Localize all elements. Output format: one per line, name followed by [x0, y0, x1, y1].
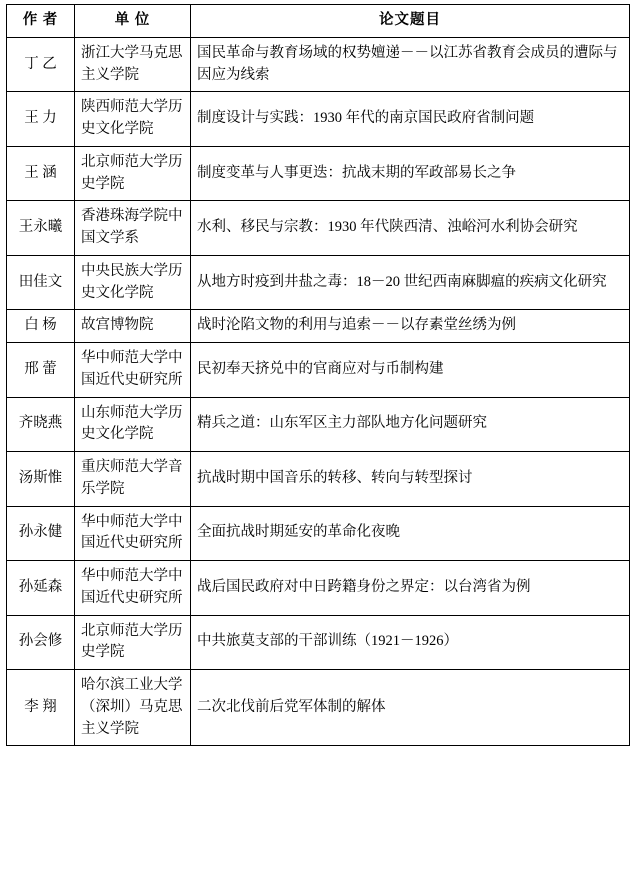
- cell-title: 战后国民政府对中日跨籍身份之界定：以台湾省为例: [191, 561, 630, 616]
- table-row: [7, 310, 630, 343]
- table-row: [7, 37, 630, 92]
- paper-submission-table: [6, 4, 630, 746]
- table-row: [7, 146, 630, 201]
- cell-unit: 华中师范大学中国近代史研究所: [75, 506, 191, 561]
- cell-unit: 重庆师范大学音乐学院: [75, 452, 191, 507]
- cell-title: 精兵之道：山东军区主力部队地方化问题研究: [191, 397, 630, 452]
- table-row: [7, 670, 630, 746]
- cell-unit: 北京师范大学历史学院: [75, 615, 191, 670]
- column-header-unit: 单 位: [75, 5, 191, 38]
- table-row: [7, 201, 630, 256]
- cell-unit: 中央民族大学历史文化学院: [75, 255, 191, 310]
- cell-author: 齐晓燕: [7, 397, 75, 452]
- cell-author: 孙永健: [7, 506, 75, 561]
- cell-unit: 华中师范大学中国近代史研究所: [75, 561, 191, 616]
- table-row: [7, 452, 630, 507]
- table-header: [7, 5, 630, 38]
- cell-author: 汤斯惟: [7, 452, 75, 507]
- cell-author: 孙会修: [7, 615, 75, 670]
- cell-unit: 北京师范大学历史学院: [75, 146, 191, 201]
- table-row: [7, 506, 630, 561]
- cell-unit: 华中师范大学中国近代史研究所: [75, 343, 191, 398]
- table-row: [7, 92, 630, 147]
- cell-author: 李 翔: [7, 670, 75, 746]
- cell-unit: 山东师范大学历史文化学院: [75, 397, 191, 452]
- table-row: [7, 343, 630, 398]
- cell-title: 制度变革与人事更迭：抗战末期的军政部易长之争: [191, 146, 630, 201]
- cell-title: 中共旅莫支部的干部训练（1921－1926）: [191, 615, 630, 670]
- cell-title: 制度设计与实践：1930 年代的南京国民政府省制问题: [191, 92, 630, 147]
- table-body: [7, 37, 630, 746]
- cell-unit: 故宫博物院: [75, 310, 191, 343]
- cell-unit: 哈尔滨工业大学（深圳）马克思主义学院: [75, 670, 191, 746]
- cell-author: 田佳文: [7, 255, 75, 310]
- cell-title: 水利、移民与宗教：1930 年代陕西清、浊峪河水利协会研究: [191, 201, 630, 256]
- cell-author: 孙延森: [7, 561, 75, 616]
- table-row: [7, 255, 630, 310]
- cell-author: 白 杨: [7, 310, 75, 343]
- column-header-title: 论文题目: [191, 5, 630, 38]
- cell-title: 民初奉天挤兑中的官商应对与币制构建: [191, 343, 630, 398]
- cell-author: 丁 乙: [7, 37, 75, 92]
- cell-author: 王 涵: [7, 146, 75, 201]
- table-row: [7, 561, 630, 616]
- header-row: [7, 5, 630, 38]
- column-header-author: 作 者: [7, 5, 75, 38]
- cell-unit: 香港珠海学院中国文学系: [75, 201, 191, 256]
- cell-title: 国民革命与教育场域的权势嬗递－－以江苏省教育会成员的遭际与因应为线索: [191, 37, 630, 92]
- cell-title: 战时沦陷文物的利用与追索－－以存素堂丝绣为例: [191, 310, 630, 343]
- cell-unit: 陕西师范大学历史文化学院: [75, 92, 191, 147]
- table-row: [7, 615, 630, 670]
- cell-author: 王 力: [7, 92, 75, 147]
- cell-title: 抗战时期中国音乐的转移、转向与转型探讨: [191, 452, 630, 507]
- cell-title: 全面抗战时期延安的革命化夜晚: [191, 506, 630, 561]
- table-row: [7, 397, 630, 452]
- cell-title: 从地方时疫到井盐之毒：18－20 世纪西南麻脚瘟的疾病文化研究: [191, 255, 630, 310]
- cell-author: 邢 蕾: [7, 343, 75, 398]
- cell-author: 王永曦: [7, 201, 75, 256]
- cell-unit: 浙江大学马克思主义学院: [75, 37, 191, 92]
- cell-title: 二次北伐前后党军体制的解体: [191, 670, 630, 746]
